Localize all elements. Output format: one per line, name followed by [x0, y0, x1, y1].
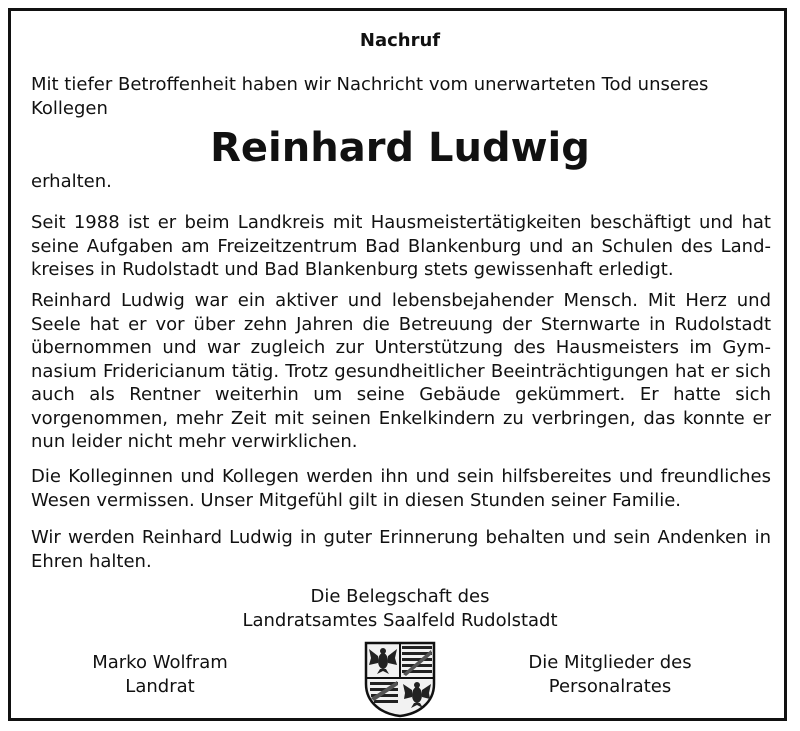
left-signatory-title: Landrat	[125, 676, 195, 697]
signature-line-1: Die Belegschaft des	[310, 586, 490, 607]
paragraph-personal: Reinhard Ludwig war ein aktiver und lebensbejahender Mensch. Mit Herz und Seele hat er vor über zehn Jahren die Betreuung der Sternwarte in Rudolstadt übernommen und war zugleich zur Unterstützung des Hausmeisters im Gymnasium Fridericianum tätig. Trotz gesundheitlicher Beeinträchtigungen hat er sich auch als Rentner weiterhin um seine Gebäude gekümmert. Er hatte sich vorgenommen, mehr Zeit mit seinen Enkelkindern zu verbringen, das konnte er nun leider nicht mehr verwirklichen.	[31, 290, 771, 452]
paragraph-remembrance: Wir werden Reinhard Ludwig in guter Erinnerung behalten und sein Andenken in Ehren halten.	[31, 527, 771, 572]
left-signatory-name: Marko Wolfram	[92, 652, 228, 673]
coat-of-arms-icon	[363, 640, 437, 718]
paragraph-career: Seit 1988 ist er beim Landkreis mit Hausmeistertätigkeiten beschäftigt und hat seine Aufgaben am Freizeitzentrum Bad Blankenburg und an Schulen des Landkreises in Rudolstadt und Bad Blankenburg stets gewissenhaft erledigt.	[31, 212, 771, 280]
deceased-name: Reinhard Ludwig	[210, 125, 590, 171]
received-text: erhalten.	[31, 171, 112, 192]
signature-line-2: Landratsamtes Saalfeld Rudolstadt	[242, 610, 558, 631]
page-title: Nachruf	[359, 30, 441, 51]
intro-text: Mit tiefer Betroffenheit haben wir Nachricht vom unerwarteten Tod unseres Kollegen	[31, 74, 709, 119]
paragraph-colleagues: Die Kolleginnen und Kollegen werden ihn und sein hilfsbereites und freundliches Wesen vermissen. Unser Mitgefühl gilt in diesen Stunden seiner Familie.	[31, 466, 771, 511]
right-signatory-line-2: Personalrates	[548, 676, 672, 697]
right-signatory-line-1: Die Mitglieder des	[528, 652, 692, 673]
